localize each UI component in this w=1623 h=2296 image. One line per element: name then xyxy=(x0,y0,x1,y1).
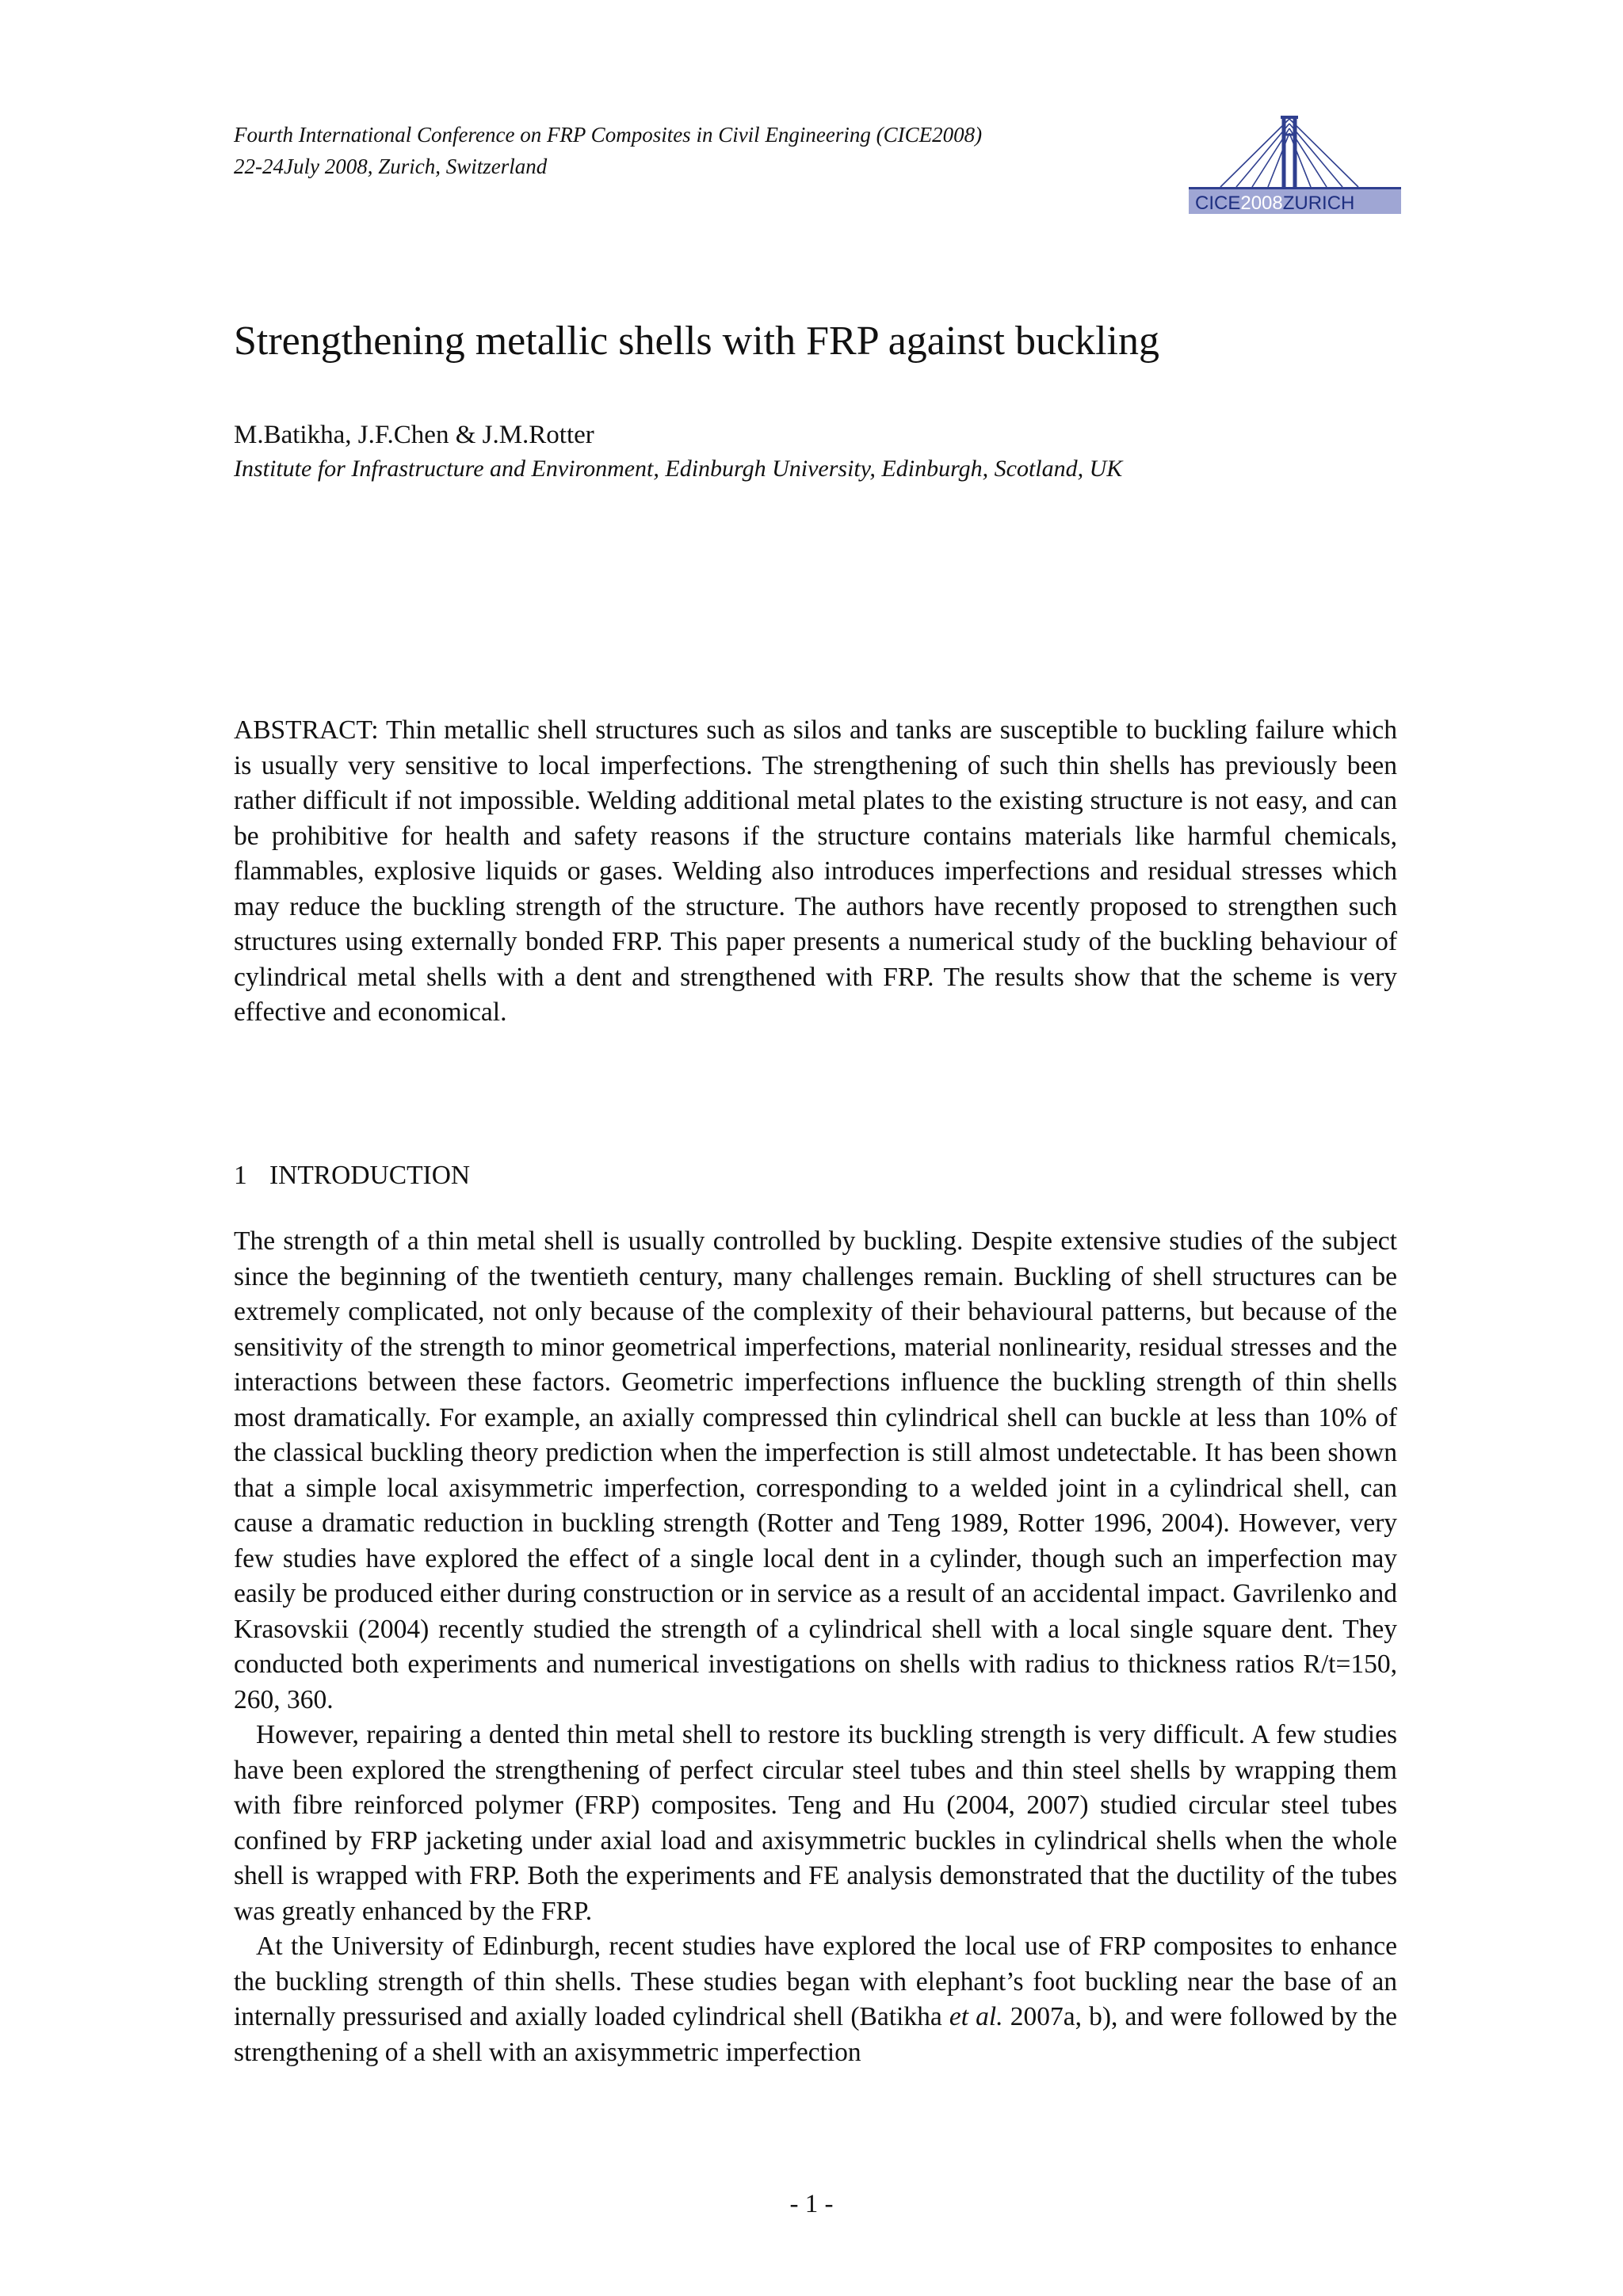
abstract-text: Thin metallic shell structures such as silos and tanks are susceptible to buckling failure which is usually very sensitive to local imperfections. The strengthening of such thin shells has previously been rather difficult if not impossible. Welding additional metal plates to the existing structure is not easy, and can be prohibitive for health and safety reasons if the structure contains materials like harmful chemicals, flammables, explosive liquids or gases. Welding also introduces imperfections and residual stresses which may reduce the buckling strength of the structure. The authors have recently proposed to strengthen such structures using externally bonded FRP. This paper presents a numerical study of the buckling behaviour of cylindrical metal shells with a dent and strengthened with FRP. The results show that the scheme is very effective and economical. xyxy=(234,715,1397,1027)
section-number: 1 xyxy=(234,1161,247,1190)
logo-text-year: 2008 xyxy=(1240,193,1283,214)
intro-paragraph-3-part-a: At the University of Edinburgh, recent studies have explored the local use of FRP composites to enhance the buckling strength of thin shells. These studies began with elephant’s foot buckling near the base of an internally pressurised and axially loaded cylindrical shell (Batikha xyxy=(234,1932,1397,2031)
svg-text:CICE2008ZURICH xyxy=(1195,193,1354,214)
abstract-label: ABSTRACT: xyxy=(234,715,379,745)
section-heading-introduction xyxy=(234,1158,470,1193)
conference-name: Fourth International Conference on FRP Composites in Civil Engineering (CICE2008) xyxy=(234,123,983,147)
author-affiliation: Institute for Infrastructure and Environment, Edinburgh University, Edinburgh, Scotland, UK xyxy=(234,456,1123,482)
bridge-logo-icon xyxy=(1189,111,1401,214)
logo-text-cice: CICE xyxy=(1195,193,1241,214)
intro-paragraph-3 xyxy=(234,1929,1397,2070)
paper-authors: M.Batikha, J.F.Chen & J.M.Rotter xyxy=(234,421,594,449)
intro-paragraph-2: However, repairing a dented thin metal shell to restore its buckling strength is very difficult. A few studies have been explored the strengthening of perfect circular steel tubes and thin steel shells by wrapping them with fibre reinforced polymer (FRP) composites. Teng and Hu (2004, 2007) studied circular steel tubes confined by FRP jacketing under axial load and axisymmetric buckles in cylindrical shells when the whole shell is wrapped with FRP. Both the experiments and FE analysis demonstrated that the ductility of the tubes was greatly enhanced by the FRP. xyxy=(234,1720,1397,1926)
et-al-italic: et al. xyxy=(949,2002,1003,2031)
section-title: INTRODUCTION xyxy=(269,1161,471,1190)
conference-date-location: 22-24July 2008, Zurich, Switzerland xyxy=(234,154,548,178)
page-number: - 1 - xyxy=(789,2190,834,2218)
paper-title: Strengthening metallic shells with FRP against buckling xyxy=(234,318,1159,364)
abstract xyxy=(234,713,1397,1031)
introduction-body xyxy=(234,1224,1397,2070)
cice-2008-zurich-logo xyxy=(1189,111,1401,214)
conference-header xyxy=(234,119,1185,182)
intro-paragraph-1: The strength of a thin metal shell is usually controlled by buckling. Despite extensive studies of the subject since the beginning of the twentieth century, many challenges remain. Buckling of shell structures can be extremely complicated, not only because of the complexity of their behavioural patterns, but because of the sensitivity of the strength to minor geometrical imperfections, material nonlinearity, residual stresses and the interactions between these factors. Geometric imperfections influence the buckling strength of thin shells most dramatically. For example, an axially compressed thin cylindrical shell can buckle at less than 10% of the classical buckling theory prediction when the imperfection is still almost undetectable. It has been shown that a simple local axisymmetric imperfection, corresponding to a welded joint in a cylindrical shell, can cause a dramatic reduction in buckling strength (Rotter and Teng 1989, Rotter 1996, 2004). However, very few studies have explored the effect of a single local dent in a cylinder, though such an imperfection may easily be produced either during construction or in service as a result of an accidental impact. Gavrilenko and Krasovskii (2004) recently studied the strength of a cylindrical shell with a local single square dent. They conducted both experiments and numerical investigations on shells with radius to thickness ratios R/t=150, 260, 360. xyxy=(234,1226,1397,1714)
logo-text-city: ZURICH xyxy=(1282,193,1355,214)
intro-paragraph-3-part-b: 2007a, b), and were followed by the strengthening of a shell with an axisymmetric imperfection xyxy=(234,2002,1398,2067)
